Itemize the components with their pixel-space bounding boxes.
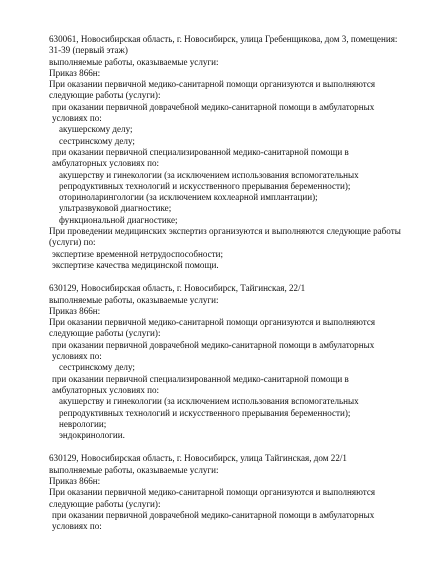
text-line: при оказании первичной доврачебной медико-санитарной помощи в амбулаторных условиях по: (52, 101, 375, 124)
text-line: ультразвуковой диагностике; (59, 203, 172, 214)
text-line: акушерству и гинекологии (за исключением использования вспомогательных репродуктивных технологий и искусственного прерывания беременности); (59, 169, 359, 191)
text-line: экспертизе качества медицинской помощи. (52, 259, 219, 270)
text-line: экспертизе временной нетрудоспособности; (52, 248, 224, 259)
text-line: при оказании первичной доврачебной медико-санитарной помощи в амбулаторных условиях по: (52, 339, 375, 362)
text-line: оториноларингологии (за исключением кохлеарной имплантации); (59, 192, 318, 203)
text-line: акушерству и гинекологии (за исключением использования вспомогательных репродуктивных технологий и искусственного прерывания беременности); (59, 396, 359, 418)
text-line: акушерскому делу; (59, 124, 133, 135)
address-block (49, 34, 404, 271)
text-line: выполняемые работы, оказываемые услуги: (49, 464, 219, 475)
text-line: при оказании первичной специализированной медико-санитарной помощи в амбулаторных условиях по: (52, 146, 349, 169)
text-line: сестринскому делу; (59, 362, 135, 373)
text-line: неврологии; (59, 418, 107, 429)
text-line: при оказании первичной специализированной медико-санитарной помощи в амбулаторных условиях по: (52, 373, 349, 395)
text-line: выполняемые работы, оказываемые услуги: (49, 294, 219, 305)
text-line: при оказании первичной доврачебной медико-санитарной помощи в амбулаторных условиях по: (52, 509, 375, 532)
address-line: 630129, Новосибирская область, г. Новосибирск, улица Тайгинская, дом 22/1 (49, 453, 347, 464)
address-block (49, 283, 404, 441)
text-line: эндокринологии. (59, 430, 125, 441)
text-line: Приказ 866н: (49, 305, 101, 316)
license-text (49, 34, 404, 544)
text-line: При проведении медицинских экспертиз организуются и выполняются следующие работы (услуги) по: (49, 226, 401, 248)
address-block (49, 453, 404, 532)
text-line: При оказании первичной медико-санитарной помощи организуются и выполняются следующие работы (услуги): (49, 79, 376, 101)
text-line: При оказании первичной медико-санитарной помощи организуются и выполняются следующие работы (услуги): (49, 487, 376, 509)
text-line: Приказ 866н: (49, 67, 101, 78)
address-line: 630061, Новосибирская область, г. Новосибирск, улица Гребенщикова, дом 3, помещения: 31-39 (первый этаж) (49, 34, 398, 56)
text-line: функциональной диагностике; (59, 214, 178, 225)
text-line: Приказ 866н: (49, 475, 101, 486)
address-line: 630129, Новосибирская область, г. Новосибирск, Тайгинская, 22/1 (49, 283, 306, 294)
text-line: сестринскому делу; (59, 135, 135, 146)
text-line: выполняемые работы, оказываемые услуги: (49, 56, 219, 67)
text-line: При оказании первичной медико-санитарной помощи организуются и выполняются следующие работы (услуги): (49, 317, 376, 339)
